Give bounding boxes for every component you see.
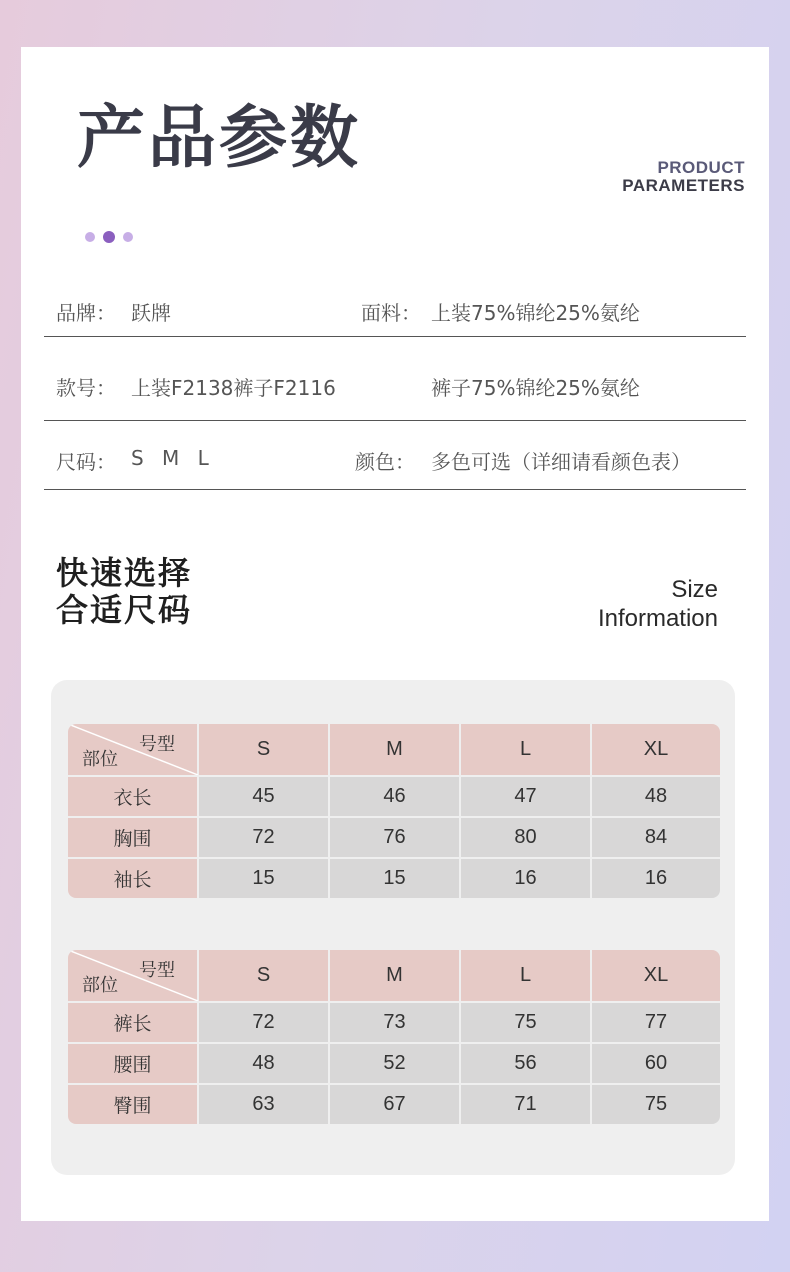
size-header-s: S (198, 950, 329, 1002)
table-corner-cell (68, 950, 198, 1002)
table-cell: 75 (591, 1084, 720, 1124)
size-header-s: S (198, 724, 329, 776)
table-cell: 16 (591, 858, 720, 898)
size-header-xl: XL (591, 950, 720, 1002)
table-header-row (68, 950, 720, 1002)
row-label: 衣长 (68, 776, 198, 817)
fabric-pants-value: 裤子75%锦纶25%氨纶 (431, 376, 640, 400)
table-cell: 52 (329, 1043, 460, 1084)
style-label: 款号： (56, 376, 116, 400)
size-header-m: M (329, 724, 460, 776)
table-cell: 16 (460, 858, 591, 898)
table-cell: 84 (591, 817, 720, 858)
size-english-line2: Information (597, 605, 718, 632)
fabric-label: 面料： (361, 301, 421, 325)
size-section-title (56, 555, 192, 629)
table-cell: 15 (329, 858, 460, 898)
row-label: 胸围 (68, 817, 198, 858)
dot-icon (123, 232, 133, 242)
corner-size-label: 号型 (139, 960, 175, 981)
table-cell: 63 (198, 1084, 329, 1124)
brand-label: 品牌： (56, 301, 116, 325)
table-header-row (68, 724, 720, 776)
table-cell: 48 (198, 1043, 329, 1084)
table-row (68, 858, 720, 898)
size-section-english (598, 575, 718, 633)
table-row (68, 817, 720, 858)
corner-part-label: 部位 (82, 749, 118, 770)
english-title (622, 159, 745, 195)
size-chart-panel (51, 680, 735, 1175)
row-label: 裤长 (68, 1002, 198, 1043)
table-cell: 46 (329, 776, 460, 817)
top-size-table (68, 724, 720, 898)
table-cell: 80 (460, 817, 591, 858)
table-cell: 47 (460, 776, 591, 817)
size-english-line1: Size (671, 576, 718, 603)
param-row-style (44, 337, 746, 421)
corner-size-label: 号型 (139, 734, 175, 755)
size-header-xl: XL (591, 724, 720, 776)
style-value: 上装F2138裤子F2116 (131, 376, 336, 400)
size-header-m: M (329, 950, 460, 1002)
table-cell: 72 (198, 817, 329, 858)
color-label: 颜色： (355, 450, 415, 474)
color-value: 多色可选（详细请看颜色表） (431, 450, 691, 474)
table-row (68, 1002, 720, 1043)
table-cell: 15 (198, 858, 329, 898)
table-cell: 73 (329, 1002, 460, 1043)
row-label: 臀围 (68, 1084, 198, 1124)
size-title-line2: 合适尺码 (56, 591, 193, 629)
table-cell: 67 (329, 1084, 460, 1124)
dot-icon (85, 232, 95, 242)
page-title: 产品参数 (77, 99, 362, 178)
row-label: 袖长 (68, 858, 198, 898)
english-title-line2: PARAMETERS (622, 176, 745, 195)
dot-icon (103, 231, 115, 243)
size-label: 尺码： (56, 450, 116, 474)
content-card (21, 47, 769, 1221)
bottom-size-table (68, 950, 720, 1124)
row-label: 腰围 (68, 1043, 198, 1084)
english-title-line1: PRODUCT (657, 158, 745, 177)
table-cell: 60 (591, 1043, 720, 1084)
size-value: S M L (131, 446, 215, 470)
table-cell: 75 (460, 1002, 591, 1043)
table-cell: 77 (591, 1002, 720, 1043)
corner-part-label: 部位 (82, 975, 118, 996)
table-row (68, 1043, 720, 1084)
param-row-brand (44, 272, 746, 337)
table-cell: 76 (329, 817, 460, 858)
table-row (68, 1084, 720, 1124)
table-cell: 45 (198, 776, 329, 817)
table-cell: 56 (460, 1043, 591, 1084)
param-row-size (44, 421, 746, 490)
table-row (68, 776, 720, 817)
table-cell: 48 (591, 776, 720, 817)
parameter-list (44, 272, 746, 490)
table-cell: 71 (460, 1084, 591, 1124)
brand-value: 跃牌 (131, 301, 171, 325)
size-title-line1: 快速选择 (56, 554, 193, 592)
fabric-top-value: 上装75%锦纶25%氨纶 (431, 301, 640, 325)
size-header-l: L (460, 950, 591, 1002)
table-corner-cell (68, 724, 198, 776)
table-cell: 72 (198, 1002, 329, 1043)
size-header-l: L (460, 724, 591, 776)
